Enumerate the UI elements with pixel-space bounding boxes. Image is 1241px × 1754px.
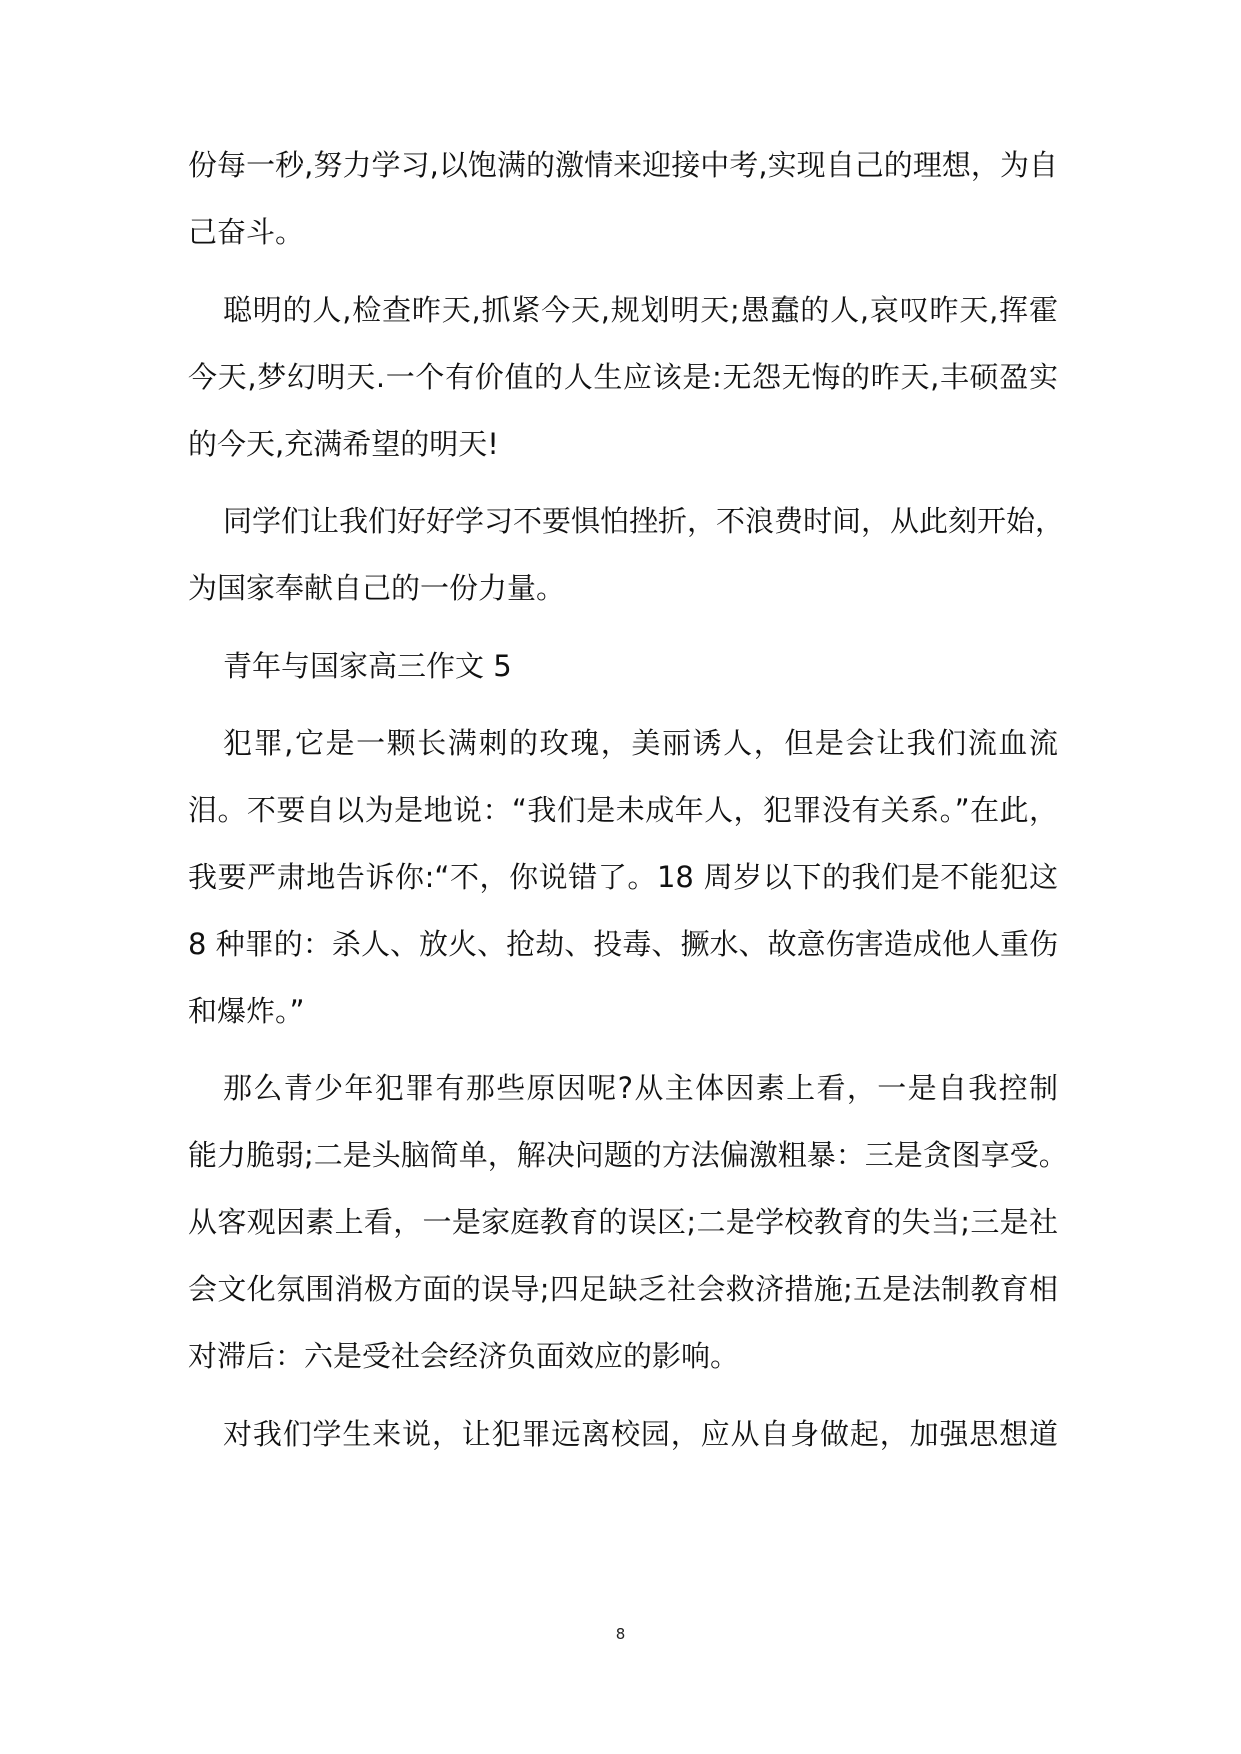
text-line: 8 种罪的：杀人、放火、抢劫、投毒、撅水、故意伤害造成他人重伤 xyxy=(188,927,1058,961)
text-line: 对我们学生来说，让犯罪远离校园，应从自身做起，加强思想道 xyxy=(223,1417,1058,1451)
text-line: 犯罪,它是一颗长满刺的玫瑰，美丽诱人，但是会让我们流血流 xyxy=(223,726,1058,760)
text-line: 从客观因素上看，一是家庭教育的误区;二是学校教育的失当;三是社 xyxy=(188,1205,1058,1239)
text-line: 那么青少年犯罪有那些原因呢?从主体因素上看，一是自我控制 xyxy=(223,1071,1058,1105)
text-line: 聪明的人,检查昨天,抓紧今天,规划明天;愚蠢的人,哀叹昨天,挥霍 xyxy=(223,293,1058,327)
text-line: 份每一秒,努力学习,以饱满的激情来迎接中考,实现自己的理想，为自 xyxy=(188,148,1058,182)
text-line: 对滞后：六是受社会经济负面效应的影响。 xyxy=(188,1339,740,1373)
page-number: 8 xyxy=(615,1625,626,1643)
text-line: 同学们让我们好好学习不要惧怕挫折，不浪费时间，从此刻开始， xyxy=(223,504,1065,538)
text-line: 己奋斗。 xyxy=(188,215,305,249)
section-heading: 青年与国家高三作文 5 xyxy=(223,649,512,683)
text-line: 我要严肃地告诉你:“不，你说错了。18 周岁以下的我们是不能犯这 xyxy=(188,860,1058,894)
text-line: 和爆炸。” xyxy=(188,994,305,1028)
text-line: 为国家奉献自己的一份力量。 xyxy=(188,571,566,605)
text-line: 今天,梦幻明天.一个有价值的人生应该是:无怨无悔的昨天,丰硕盈实 xyxy=(188,360,1058,394)
text-line: 会文化氛围消极方面的误导;四足缺乏社会救济措施;五是法制教育相 xyxy=(188,1272,1058,1306)
text-line: 能力脆弱;二是头脑简单，解决问题的方法偏激粗暴：三是贪图享受。 xyxy=(188,1138,1068,1172)
text-line: 的今天,充满希望的明天! xyxy=(188,427,499,461)
text-line: 泪。不要自以为是地说：“我们是未成年人，犯罪没有关系。”在此， xyxy=(188,793,1058,827)
